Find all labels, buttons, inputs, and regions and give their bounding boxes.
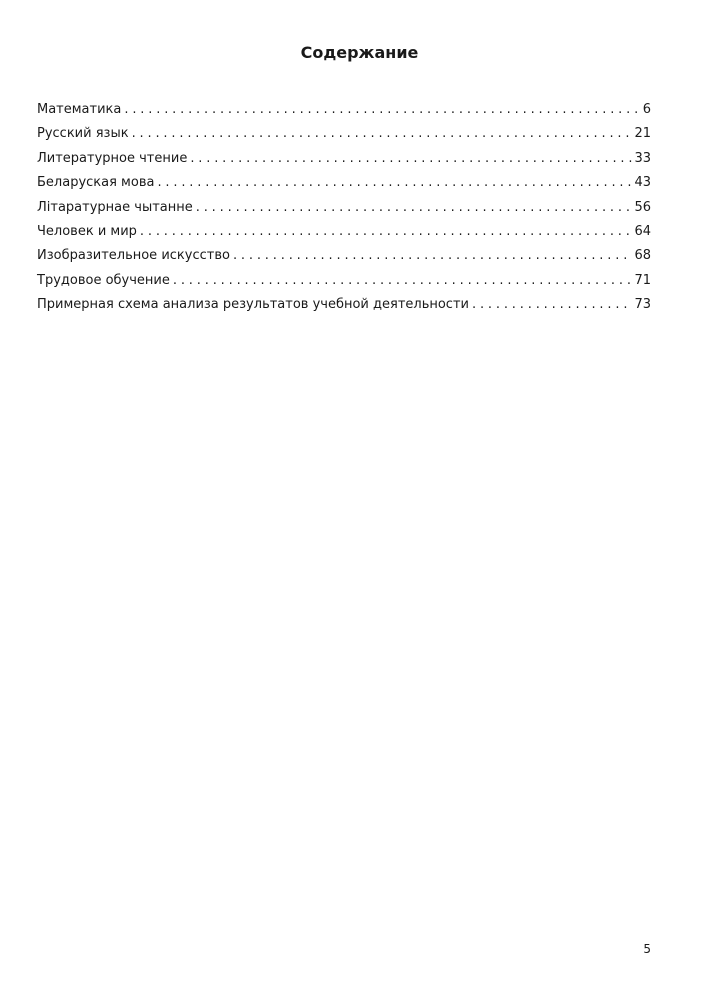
toc-entry-analysis-scheme[interactable] [37,293,651,317]
dot-leader [233,244,633,268]
toc-entry-labor-training[interactable] [37,269,651,293]
toc-entry-label: Изобразительное искусство [37,248,230,264]
toc-entry-page: 21 [634,126,651,142]
dot-leader [140,220,633,244]
toc-entry-mathematics[interactable] [37,98,651,122]
toc-entry-label: Беларуская мова [37,175,155,191]
toc-entry-label: Примерная схема анализа результатов учебной деятельности [37,297,469,313]
toc-entry-belarusian-language[interactable] [37,171,651,195]
toc-entry-page: 73 [634,297,651,313]
toc-entry-label: Трудовое обучение [37,272,170,288]
toc-entry-page: 6 [642,102,651,117]
toc-entry-label: Человек и мир [37,223,137,239]
dot-leader [472,293,632,317]
dot-leader [173,269,633,293]
toc-entry-page: 56 [634,199,651,215]
toc-entry-page: 33 [634,150,651,166]
dot-leader [157,171,632,195]
dot-leader [132,122,633,146]
page-number: 5 [643,942,651,956]
page-title: Содержание [300,43,419,62]
dot-leader [124,98,640,122]
toc-entry-page: 64 [634,223,651,239]
toc-entry-page: 71 [634,272,651,288]
table-of-contents [37,98,651,318]
toc-entry-page: 43 [634,175,651,191]
toc-entry-label: Математика [37,102,122,117]
toc-entry-man-and-world[interactable] [37,220,651,244]
toc-entry-label: Русский язык [37,126,129,142]
dot-leader [190,147,632,171]
toc-entry-page: 68 [634,248,651,264]
toc-entry-literary-reading[interactable] [37,147,651,171]
toc-entry-fine-arts[interactable] [37,244,651,268]
toc-entry-russian-language[interactable] [37,122,651,146]
dot-leader [196,196,633,220]
toc-entry-belarusian-literary-reading[interactable] [37,196,651,220]
toc-entry-label: Лiтаратурнае чытанне [37,199,193,215]
toc-entry-label: Литературное чтение [37,150,188,166]
